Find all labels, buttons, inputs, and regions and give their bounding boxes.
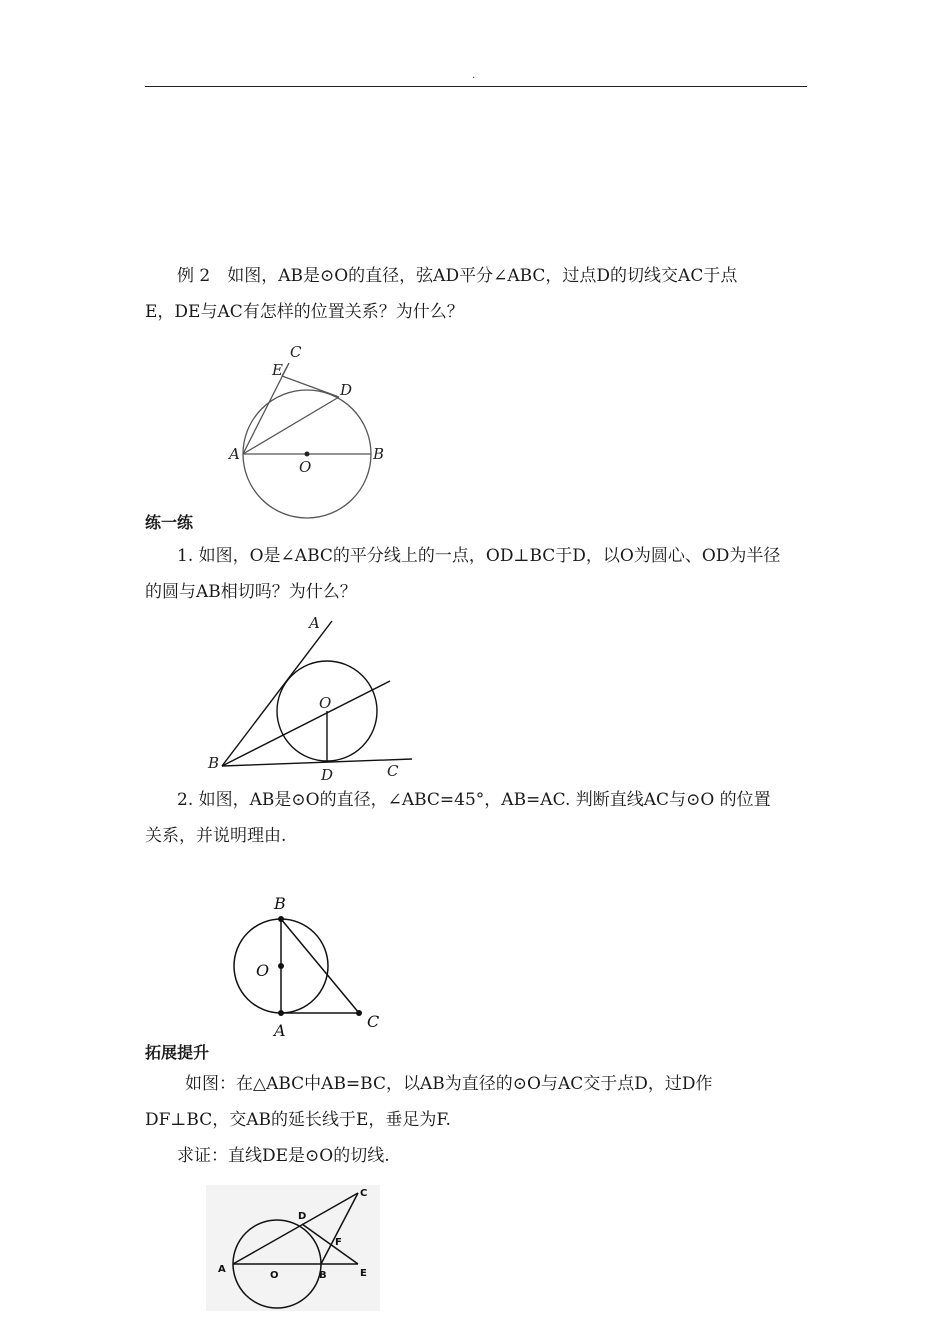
practice-q2-line2: 关系，并说明理由. — [145, 826, 287, 846]
scan-background — [206, 1185, 380, 1311]
label-c: C — [387, 762, 399, 780]
extension-line2: DF⊥BC，交AB的延长线于E，垂足为F. — [145, 1110, 451, 1130]
practice-q1-line2: 的圆与AB相切吗？为什么？ — [145, 582, 357, 602]
label-o: O — [256, 961, 270, 980]
label-b: B — [373, 445, 385, 463]
label-c: C — [367, 1012, 380, 1031]
label-d: D — [340, 381, 353, 399]
label-e: E — [360, 1268, 367, 1279]
extension-heading: 拓展提升 — [145, 1043, 210, 1062]
label-b: B — [274, 894, 286, 913]
label-f: F — [335, 1237, 342, 1248]
example2-line1: 例 2 如图，AB是⊙O的直径，弦AD平分∠ABC，过点D的切线交AC于点 — [177, 266, 738, 286]
label-a: A — [309, 614, 320, 632]
label-c: C — [290, 343, 302, 361]
label-a: A — [218, 1264, 226, 1275]
extension-line3: 求证：直线DE是⊙O的切线. — [177, 1146, 390, 1166]
label-a: A — [274, 1021, 286, 1040]
extension-line1: 如图：在△ABC中AB=BC，以AB为直径的⊙O与AC交于点D，过D作 — [185, 1074, 713, 1094]
label-b: B — [319, 1270, 327, 1281]
label-b: B — [208, 754, 220, 772]
label-c: C — [360, 1188, 368, 1199]
example2-line2: E，DE与AC有怎样的位置关系？为什么？ — [145, 302, 464, 322]
header-mark: . — [472, 70, 476, 81]
label-o: O — [299, 458, 312, 476]
label-d: D — [298, 1211, 307, 1222]
label-d: D — [321, 766, 334, 784]
label-e: E — [272, 361, 283, 379]
label-o: O — [319, 694, 332, 712]
label-o: O — [270, 1270, 279, 1281]
practice-q1-line1: 1. 如图，O是∠ABC的平分线上的一点，OD⊥BC于D，以O为圆心、OD为半径 — [177, 546, 781, 566]
label-a: A — [229, 445, 240, 463]
practice-q2-line1: 2. 如图，AB是⊙O的直径，∠ABC=45°，AB=AC. 判断直线AC与⊙O 的位置 — [177, 790, 771, 810]
practice-heading: 练一练 — [145, 513, 194, 532]
